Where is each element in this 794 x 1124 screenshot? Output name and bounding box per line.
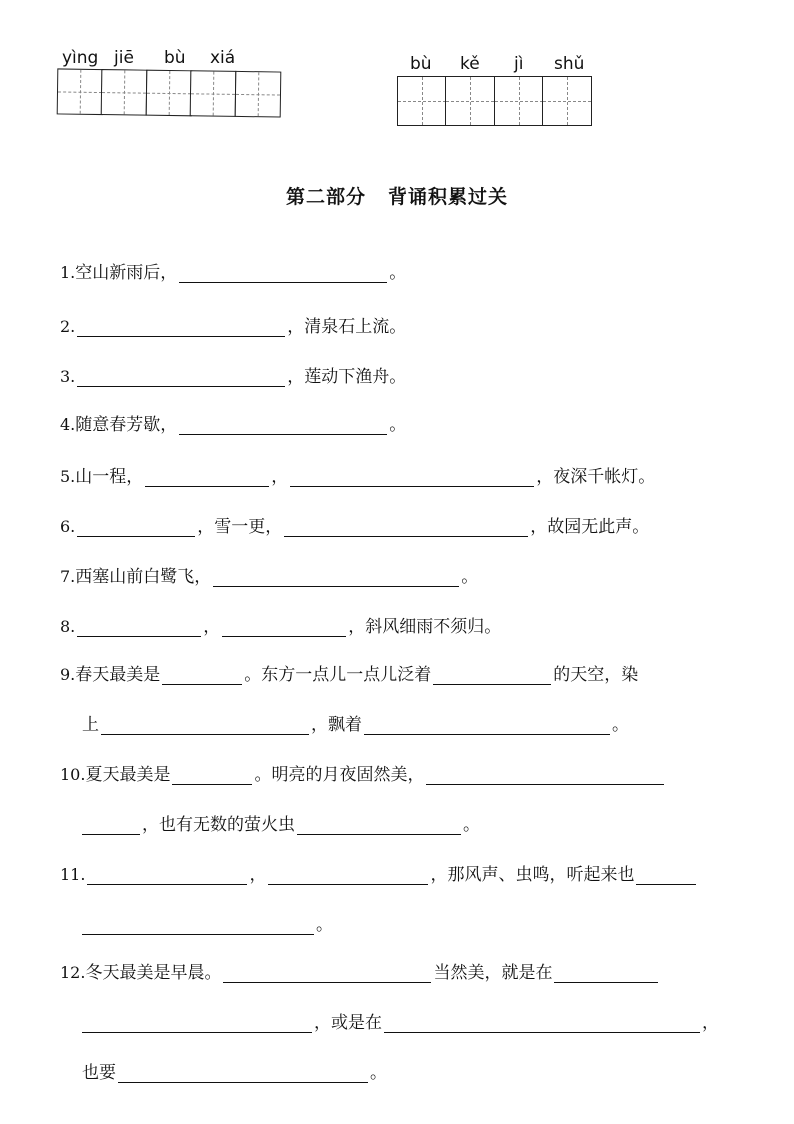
question-6 (60, 512, 649, 537)
question-10 (60, 760, 666, 785)
writing-cell[interactable] (542, 76, 592, 126)
question-text: ，雪一更， (197, 517, 283, 537)
answer-blank[interactable] (297, 816, 461, 835)
writing-cell[interactable] (494, 76, 544, 126)
question-text: 也要 (82, 1063, 116, 1083)
question-number: 9. (60, 665, 76, 684)
question-text: 。明亮的月夜固然美， (254, 765, 425, 785)
answer-blank[interactable] (179, 416, 387, 435)
question-text: 。 (463, 815, 480, 835)
question-text: ，也有无数的萤火虫 (142, 815, 295, 835)
question-text: 空山新雨后， (75, 263, 178, 283)
pinyin-label: xiá (210, 48, 236, 68)
question-number: 7. (60, 567, 76, 586)
question-text: 。东方一点儿一点儿泛着 (244, 665, 432, 685)
pinyin-label: jiē (114, 48, 134, 68)
answer-blank[interactable] (213, 568, 459, 587)
writing-cell[interactable] (445, 76, 495, 126)
question-text: 。 (316, 915, 333, 935)
question-text: ，斜风细雨不须归。 (348, 617, 502, 637)
answer-blank[interactable] (82, 916, 314, 935)
question-text: ，故园无此声。 (530, 517, 650, 537)
answer-blank[interactable] (172, 766, 252, 785)
question-text: 。 (612, 715, 629, 735)
answer-blank[interactable] (222, 618, 346, 637)
writing-cell[interactable] (190, 70, 237, 117)
question-text: ， (702, 1013, 719, 1033)
writing-cell[interactable] (56, 68, 103, 115)
question-9 (60, 660, 638, 685)
answer-blank[interactable] (364, 716, 610, 735)
answer-blank[interactable] (426, 766, 664, 785)
section-part: 第二部分 (285, 186, 366, 208)
question-text: 。 (461, 567, 479, 587)
question-12-final (82, 1058, 387, 1083)
writing-cell[interactable] (234, 71, 281, 118)
question-3 (60, 362, 406, 387)
question-number: 8. (60, 617, 76, 636)
question-12-continued (82, 1008, 719, 1033)
question-text: ，莲动下渔舟。 (287, 367, 407, 387)
question-text: 上 (82, 715, 99, 735)
writing-grid[interactable] (398, 76, 592, 126)
answer-blank[interactable] (77, 368, 285, 387)
question-text: ，清泉石上流。 (287, 317, 407, 337)
question-text: ， (249, 865, 267, 885)
answer-blank[interactable] (77, 618, 201, 637)
answer-blank[interactable] (145, 468, 269, 487)
writing-cell[interactable] (397, 76, 447, 126)
question-number: 3. (60, 367, 76, 386)
pinyin-label: bù (164, 48, 186, 68)
question-4 (60, 410, 406, 435)
answer-blank[interactable] (82, 1014, 312, 1033)
question-11-continued (82, 910, 333, 935)
question-8 (60, 612, 501, 637)
question-12 (60, 958, 660, 983)
question-number: 12. (60, 963, 86, 982)
question-number: 10. (60, 765, 86, 784)
question-10-continued (82, 810, 480, 835)
question-text: ，夜深千帐灯。 (536, 467, 656, 487)
question-text: 冬天最美是早晨。 (85, 963, 222, 983)
question-text: 春天最美是 (75, 665, 161, 685)
question-text: 的天空，染 (553, 665, 639, 685)
question-text: 。 (370, 1063, 387, 1083)
answer-blank[interactable] (82, 816, 140, 835)
question-text: ，那风声、虫鸣，听起来也 (430, 865, 635, 885)
question-5 (60, 462, 655, 487)
answer-blank[interactable] (179, 264, 387, 283)
answer-blank[interactable] (77, 518, 195, 537)
pinyin-label: shǔ (554, 54, 585, 74)
question-2 (60, 312, 406, 337)
question-7 (60, 562, 478, 587)
pinyin-label: jì (514, 54, 524, 74)
answer-blank[interactable] (77, 318, 285, 337)
answer-blank[interactable] (636, 866, 696, 885)
question-text: 山一程， (75, 467, 144, 487)
answer-blank[interactable] (554, 964, 658, 983)
question-text: ， (271, 467, 289, 487)
answer-blank[interactable] (290, 468, 534, 487)
section-title (0, 182, 794, 209)
answer-blank[interactable] (433, 666, 551, 685)
question-number: 2. (60, 317, 76, 336)
question-text: 。 (389, 415, 407, 435)
writing-cell[interactable] (145, 70, 192, 117)
question-text: 西塞山前白鹭飞， (75, 567, 212, 587)
answer-blank[interactable] (384, 1014, 700, 1033)
answer-blank[interactable] (101, 716, 309, 735)
answer-blank[interactable] (284, 518, 528, 537)
question-9-continued (82, 710, 629, 735)
question-number: 6. (60, 517, 76, 536)
question-text: ，飘着 (311, 715, 362, 735)
question-text: ，或是在 (314, 1013, 382, 1033)
answer-blank[interactable] (87, 866, 247, 885)
writing-grid[interactable] (58, 68, 281, 117)
section-heading: 背诵积累过关 (388, 186, 509, 208)
answer-blank[interactable] (118, 1064, 368, 1083)
question-number: 5. (60, 467, 76, 486)
question-number: 11. (60, 865, 86, 884)
question-1 (60, 258, 406, 283)
question-11 (60, 860, 698, 885)
question-text: 夏天最美是 (85, 765, 171, 785)
answer-blank[interactable] (268, 866, 428, 885)
writing-cell[interactable] (101, 69, 148, 116)
question-text: 当然美，就是在 (433, 963, 553, 983)
pinyin-label: yìng (62, 48, 99, 68)
question-text: 。 (389, 263, 407, 283)
pinyin-label: kě (460, 54, 480, 74)
question-number: 1. (60, 263, 76, 282)
answer-blank[interactable] (162, 666, 242, 685)
question-text: ， (203, 617, 221, 637)
pinyin-label: bù (410, 54, 432, 74)
answer-blank[interactable] (223, 964, 431, 983)
question-number: 4. (60, 415, 76, 434)
question-text: 随意春芳歇， (75, 415, 178, 435)
